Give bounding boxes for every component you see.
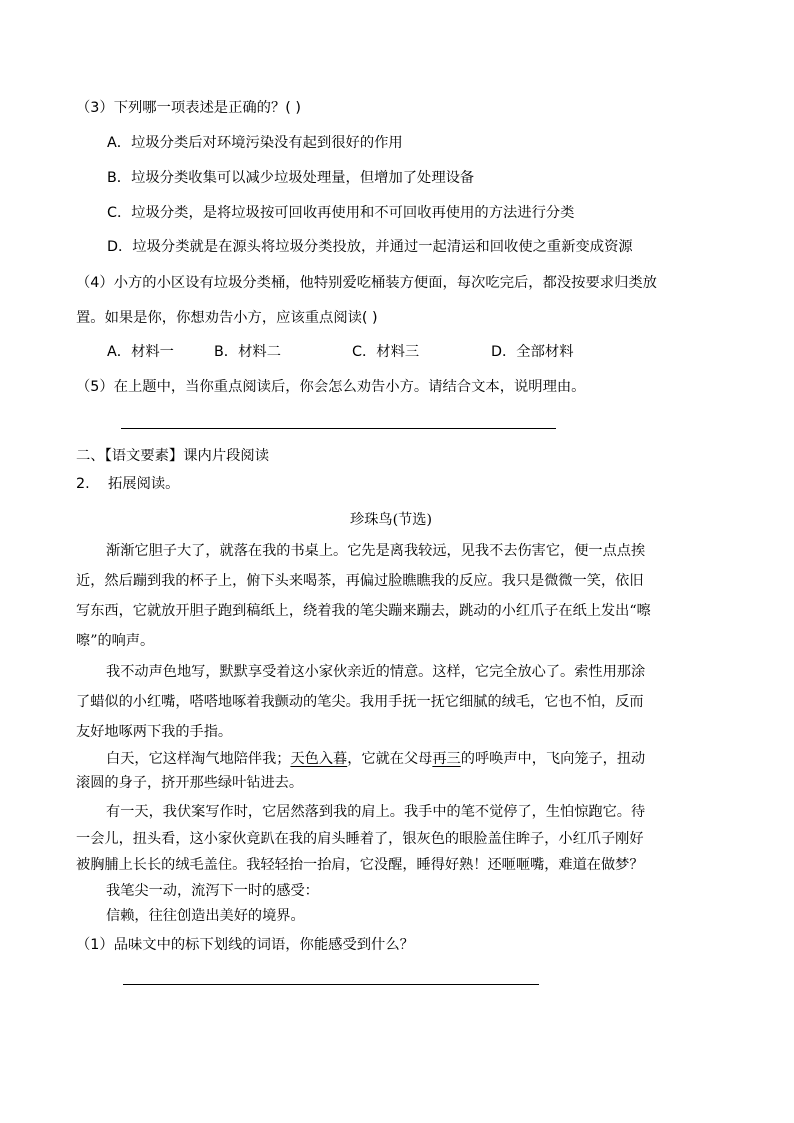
passage-p3-part-2: ，它就在父母 xyxy=(347,751,433,767)
q3-option-d: D．垃圾分类就是在源头将垃圾分类投放，并通过一起清运和回收使之重新变成资源 xyxy=(107,239,633,255)
q5-answer-line xyxy=(121,428,556,429)
passage-p3-part-3: 的呼唤声中，飞向笼子，扭动 xyxy=(460,751,646,767)
passage-p3-line-2: 滚圆的身子，挤开那些绿叶钻进去。 xyxy=(76,775,304,791)
item-2-label: 拓展阅读。 xyxy=(108,476,180,492)
passage-p2-line-3: 友好地啄两下我的手指。 xyxy=(76,724,233,740)
q4-option-c: C．材料三 xyxy=(352,344,420,360)
q3-stem: （3）下列哪一项表述是正确的？( ) xyxy=(76,100,301,116)
passage-p2-line-2: 了蜡似的小红嘴，嗒嗒地啄着我颤动的笔尖。我用手抚一抚它细腻的绒毛，它也不怕，反而 xyxy=(76,694,644,710)
section-2-heading: 二、【语文要素】课内片段阅读 xyxy=(76,448,270,464)
passage-p4-line-3: 被胸脯上长长的绒毛盖住。我轻轻抬一抬肩，它没醒，睡得好熟！还咂咂嘴，难道在做梦？ xyxy=(76,857,644,873)
q4-line-2: 置。如果是你，你想劝告小方，应该重点阅读( ) xyxy=(76,310,378,326)
q2-1-stem: （1）品味文中的标下划线的词语，你能感受到什么？ xyxy=(76,937,414,953)
passage-p6: 信赖，往往创造出美好的境界。 xyxy=(106,908,305,924)
underlined-phrase-1: 天色入暮 xyxy=(290,751,348,767)
q3-option-a: A．垃圾分类后对环境污染没有起到很好的作用 xyxy=(107,135,403,151)
passage-p1-line-1: 渐渐它胆子大了，就落在我的书桌上。它先是离我较远，见我不去伤害它，便一点点挨 xyxy=(106,543,646,559)
underlined-phrase-2: 再三 xyxy=(432,751,461,767)
passage-title: 珍珠鸟(节选) xyxy=(350,512,433,528)
q4-option-d: D．全部材料 xyxy=(491,344,574,360)
q5-stem: （5）在上题中，当你重点阅读后，你会怎么劝告小方。请结合文本，说明理由。 xyxy=(76,379,586,395)
passage-p1-line-4: 嚓”的响声。 xyxy=(76,633,155,649)
passage-p1-line-3: 写东西，它就放开胆子跑到稿纸上，绕着我的笔尖蹦来蹦去，跳动的小红爪子在纸上发出“嚓 xyxy=(76,603,651,619)
passage-p3-part-1: 白天，它这样淘气地陪伴我； xyxy=(106,751,291,767)
passage-p5: 我笔尖一动，流泻下一时的感受： xyxy=(106,883,319,899)
q3-option-b: B．垃圾分类收集可以减少垃圾处理量，但增加了处理设备 xyxy=(107,170,475,186)
q4-option-a: A．材料一 xyxy=(107,344,174,360)
q4-line-1: （4）小方的小区设有垃圾分类桶，他特别爱吃桶装方便面，每次吃完后，都没按要求归类放 xyxy=(76,275,657,291)
passage-p4-line-2: 一会儿，扭头看，这小家伙竟趴在我的肩头睡着了，银灰色的眼脸盖住眸子，小红爪子刚好 xyxy=(76,831,644,847)
passage-p4-line-1: 有一天，我伏案写作时，它居然落到我的肩上。我手中的笔不觉停了，生怕惊跑它。待 xyxy=(106,804,646,820)
q2-1-answer-line xyxy=(123,984,539,985)
item-2-number: 2. xyxy=(76,476,90,492)
passage-p1-line-2: 近，然后蹦到我的杯子上，俯下头来喝茶，再偏过脸瞧瞧我的反应。我只是微微一笑，依旧 xyxy=(76,573,644,589)
passage-p2-line-1: 我不动声色地写，默默享受着这小家伙亲近的情意。这样，它完全放心了。索性用那涂 xyxy=(106,664,646,680)
q4-option-b: B．材料二 xyxy=(214,344,281,360)
passage-p3-line-1 xyxy=(106,749,645,769)
q3-option-c: C．垃圾分类，是将垃圾按可回收再使用和不可回收再使用的方法进行分类 xyxy=(107,205,575,221)
